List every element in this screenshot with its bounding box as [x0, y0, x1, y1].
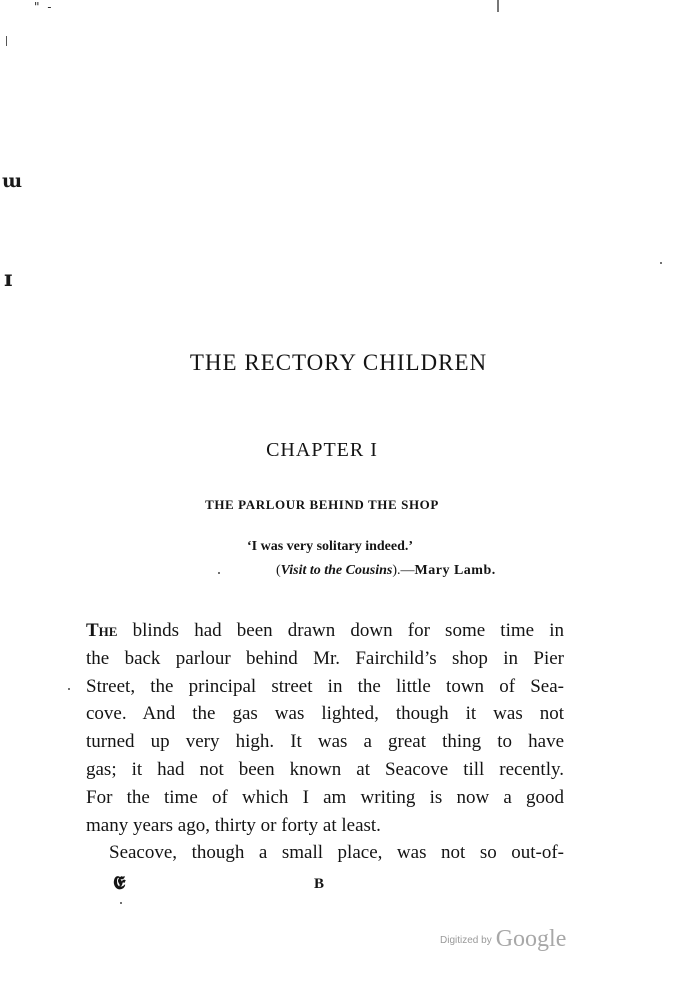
speck — [120, 902, 122, 904]
body-line-1 — [86, 617, 564, 645]
epigraph-quote: ‘I was very solitary indeed.’ — [247, 539, 414, 554]
body-line-2: the back parlour behind Mr. Fairchild’s shop in Pier — [86, 647, 564, 669]
speck — [68, 688, 70, 690]
margin-scribble-middle: ɯ — [2, 170, 23, 192]
google-logo: Google — [495, 926, 567, 952]
body-line-7: For the time of which I am writing is now a good — [86, 786, 564, 808]
body-line-3: Street, the principal street in the little town of Sea- — [86, 675, 564, 697]
body-line-9: Seacove, though a small place, was not so out-of- — [109, 842, 564, 864]
signature-mark: 𝕰 — [113, 873, 126, 894]
body-line-5: turned up very high. It was a great thing to have — [86, 731, 564, 753]
epigraph-work-title: Visit to the Cousins — [280, 563, 393, 578]
epigraph-open-paren: ( — [276, 563, 281, 578]
margin-scribble-top: " - — [34, 0, 54, 14]
body-line-4: cove. And the gas was lighted, though it was not — [86, 703, 564, 725]
speck — [660, 262, 662, 264]
chapter-title: THE PARLOUR BEHIND THE SHOP — [205, 497, 439, 512]
body-text — [86, 617, 564, 867]
digitized-watermark — [440, 926, 566, 953]
watermark-prefix: Digitized by — [440, 935, 492, 946]
epigraph-close-paren: ).— — [392, 563, 415, 578]
body-line-8: many years ago, thirty or forty at least. — [86, 814, 381, 836]
epigraph-author: Mary Lamb. — [414, 563, 496, 578]
margin-scribble-lower: ɪ — [4, 266, 13, 292]
speck — [218, 572, 220, 574]
margin-tick-mark — [6, 36, 7, 46]
chapter-heading: CHAPTER I — [266, 439, 378, 461]
epigraph-source — [276, 563, 496, 579]
signature-letter: B — [314, 876, 325, 892]
top-edge-mark — [497, 0, 499, 12]
body-line-1-text: blinds had been drawn down for some time in — [117, 620, 564, 641]
opening-word: The — [86, 620, 118, 641]
body-line-6: gas; it had not been known at Seacove till recently. — [86, 758, 564, 780]
book-title: THE RECTORY CHILDREN — [189, 350, 488, 375]
